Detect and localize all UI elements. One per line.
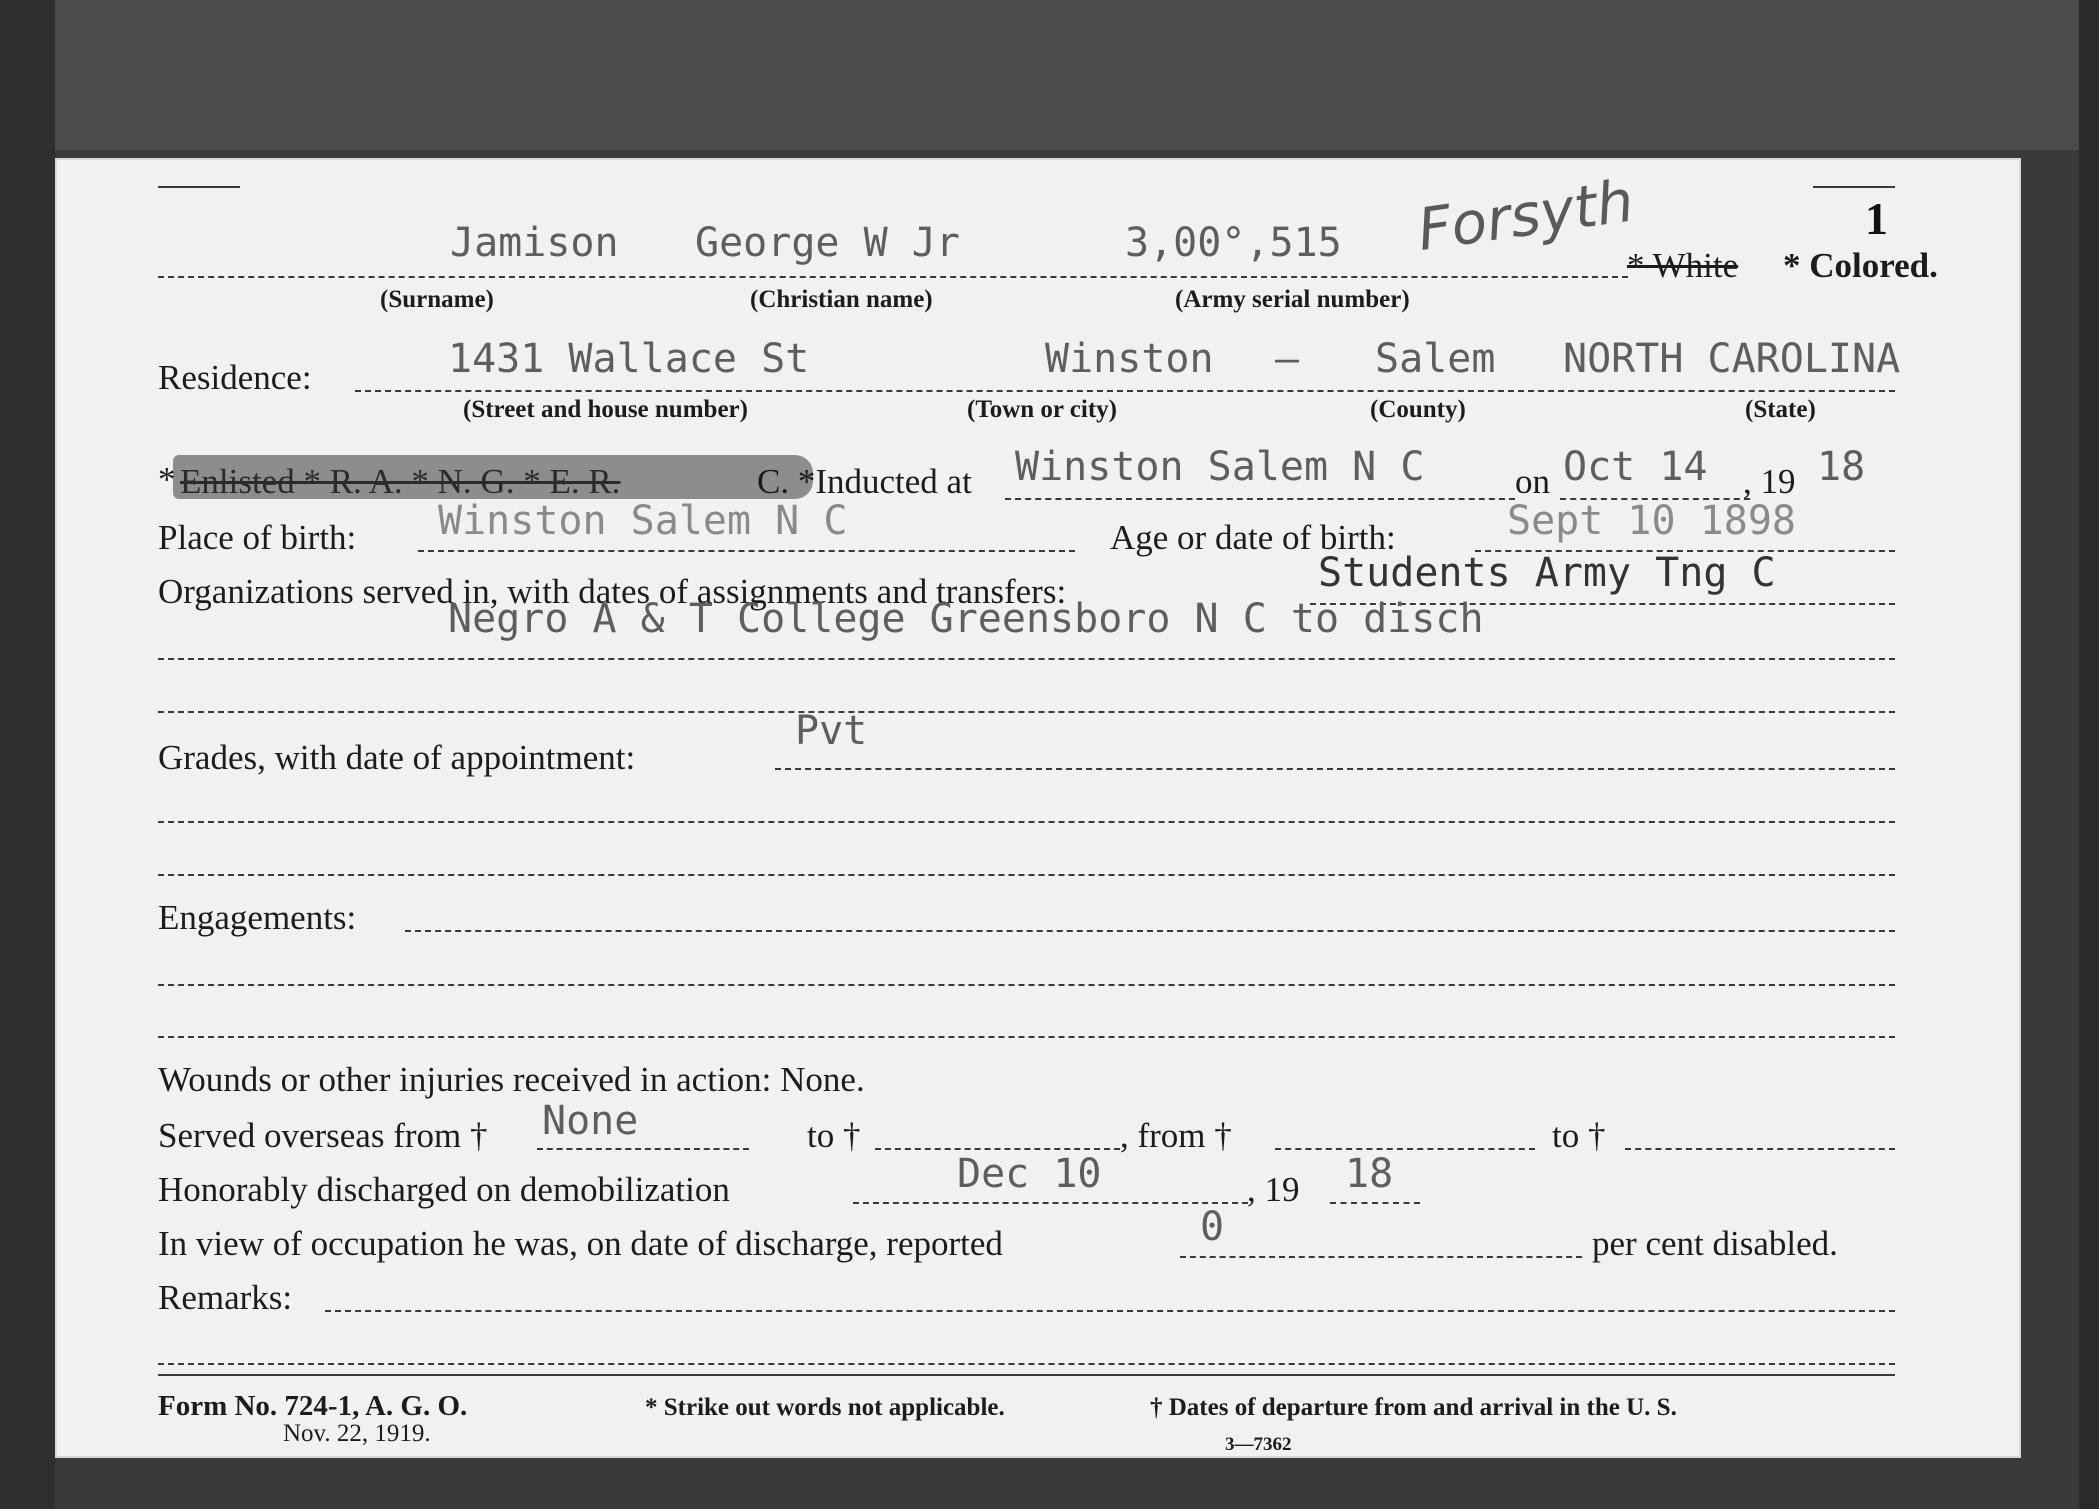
inducted-at-value: Winston Salem N C	[1015, 444, 1425, 490]
overseas-from2-line	[1275, 1148, 1535, 1150]
overseas-to-label: to †	[807, 1116, 861, 1155]
discharge-date-line	[853, 1202, 1248, 1204]
engagements-label: Engagements:	[158, 898, 357, 937]
scanner-background-top	[0, 0, 2099, 150]
state-caption: (State)	[1745, 396, 1816, 423]
county-value: Salem	[1375, 336, 1496, 382]
scanner-background-left	[0, 0, 55, 1509]
corner-rule-left	[158, 186, 240, 188]
residence-dash: —	[1275, 336, 1300, 382]
place-of-birth-line	[418, 550, 1075, 552]
corner-rule-right	[1813, 186, 1895, 188]
county-handwritten-note: Forsyth	[1413, 166, 1638, 264]
organizations-rule3	[158, 711, 1895, 713]
surname-value: Jamison	[450, 220, 619, 266]
induction-date: Oct 14	[1563, 444, 1708, 490]
scanner-background-right	[2079, 0, 2099, 1509]
enlistment-asterisk: *	[158, 460, 176, 499]
discharge-label: Honorably discharged on demobilization	[158, 1170, 730, 1209]
grades-rule3	[158, 874, 1895, 876]
service-record-card	[55, 158, 2021, 1458]
disability-line	[1180, 1256, 1582, 1258]
overseas-to2-label: to †	[1552, 1116, 1606, 1155]
remarks-rule2	[158, 1363, 1895, 1365]
enlistment-options: Enlisted * R. A. * N. G. * E. R.	[180, 462, 621, 501]
strike-out-note: * Strike out words not applicable.	[645, 1394, 1005, 1421]
serial-number-value: 3,00°,515	[1125, 220, 1342, 266]
disability-value: 0	[1200, 1204, 1225, 1250]
street-value: 1431 Wallace St	[448, 336, 810, 382]
discharge-year-line	[1330, 1202, 1420, 1204]
engagements-rule3	[158, 1036, 1895, 1038]
place-of-birth-value: Winston Salem N C	[438, 498, 848, 544]
footer-rule	[158, 1374, 1895, 1376]
remarks-label: Remarks:	[158, 1278, 293, 1317]
residence-line	[355, 390, 1895, 392]
on-label: on	[1515, 462, 1550, 501]
organizations-label: Organizations served in, with dates of assignments and transfers:	[158, 572, 1067, 611]
remarks-rule1	[325, 1310, 1895, 1312]
discharge-year: 18	[1345, 1151, 1394, 1197]
form-date: Nov. 22, 1919.	[283, 1420, 431, 1447]
name-line	[158, 276, 1628, 278]
organizations-line1: Students Army Tng C	[1318, 550, 1776, 596]
residence-label: Residence:	[158, 358, 312, 397]
discharge-date: Dec 10	[957, 1151, 1102, 1197]
print-code: 3—7362	[1225, 1434, 1292, 1455]
overseas-from-line	[537, 1148, 749, 1150]
surname-caption: (Surname)	[380, 286, 494, 313]
induction-year: 18	[1817, 444, 1866, 490]
town-caption: (Town or city)	[967, 396, 1117, 423]
inducted-at-label: C. *Inducted at	[757, 462, 972, 501]
overseas-to2-line	[1625, 1148, 1895, 1150]
state-value: NORTH CAROLINA	[1563, 336, 1901, 382]
christian-name-caption: (Christian name)	[750, 286, 933, 313]
place-of-birth-label: Place of birth:	[158, 518, 357, 557]
grades-rule2	[158, 821, 1895, 823]
form-number: Form No. 724-1, A. G. O.	[158, 1390, 468, 1422]
colored-option: * Colored.	[1783, 246, 1938, 285]
organizations-line2: Negro A & T College Greensboro N C to disch	[448, 596, 1484, 642]
served-overseas-from-value: None	[542, 1098, 639, 1144]
card-number: 1	[1865, 193, 1888, 244]
date-of-birth-label: Age or date of birth:	[1110, 518, 1396, 557]
date-of-birth-value: Sept 10 1898	[1507, 498, 1796, 544]
grades-value: Pvt	[795, 708, 868, 754]
grades-label: Grades, with date of appointment:	[158, 738, 636, 777]
street-caption: (Street and house number)	[463, 396, 748, 423]
dates-note: † Dates of departure from and arrival in the U. S.	[1150, 1394, 1677, 1421]
white-option: * White	[1627, 246, 1739, 285]
engagements-rule1	[405, 930, 1895, 932]
induction-year-prefix: , 19	[1743, 462, 1796, 501]
disability-label: In view of occupation he was, on date of discharge, reported	[158, 1224, 1003, 1263]
serial-number-caption: (Army serial number)	[1175, 286, 1410, 313]
discharge-year-prefix: , 19	[1247, 1170, 1300, 1209]
organizations-rule2	[158, 658, 1895, 660]
grades-rule1	[775, 768, 1895, 770]
town-value: Winston	[1045, 336, 1214, 382]
inducted-at-line	[1005, 498, 1515, 500]
christian-name-value: George W Jr	[695, 220, 960, 266]
served-overseas-label: Served overseas from †	[158, 1116, 488, 1155]
disability-suffix: per cent disabled.	[1592, 1224, 1838, 1263]
overseas-to-line	[875, 1148, 1120, 1150]
county-caption: (County)	[1370, 396, 1466, 423]
engagements-rule2	[158, 984, 1895, 986]
overseas-from2-label: , from †	[1120, 1116, 1232, 1155]
wounds-text: Wounds or other injuries received in action: None.	[158, 1060, 865, 1099]
